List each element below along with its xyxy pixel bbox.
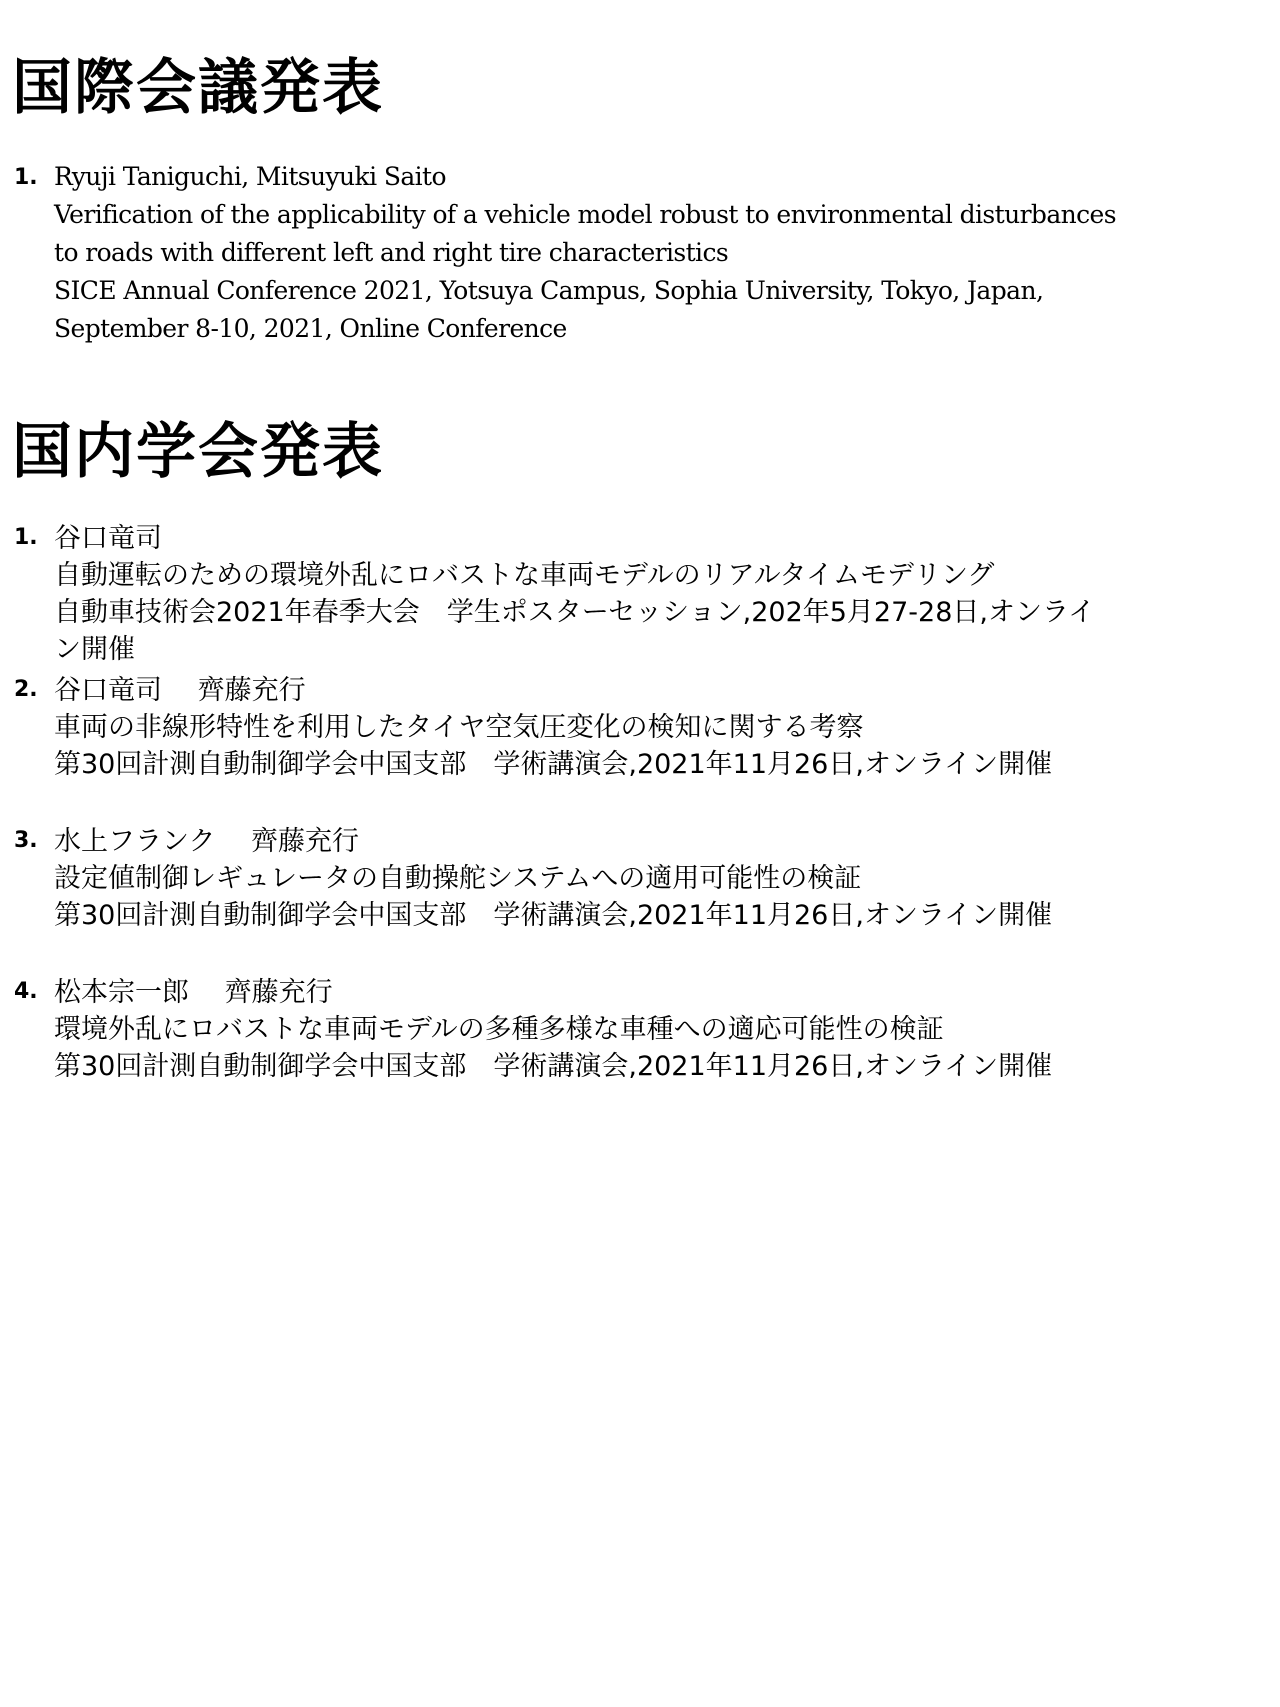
venue: SICE Annual Conference 2021, Yotsuya Campus, Sophia University, Tokyo, Japan, xyxy=(54,276,1044,305)
item-number: 1. xyxy=(14,525,38,550)
domestic-heading: 国内学会発表 xyxy=(12,417,384,487)
domestic-list xyxy=(0,520,1280,1085)
list-item xyxy=(0,823,1280,934)
authors: 谷口竜司 齊藤充行 xyxy=(54,675,306,706)
list-item xyxy=(0,158,1280,348)
paper-title: 環境外乱にロバストな車両モデルの多種多様な車種への適応可能性の検証 xyxy=(54,1014,944,1045)
item-number: 3. xyxy=(14,828,38,853)
item-number: 4. xyxy=(14,979,38,1004)
venue: 第30回計測自動制御学会中国支部 学術講演会,2021年11月26日,オンライン開催 xyxy=(54,900,1053,931)
item-number: 2. xyxy=(14,677,38,702)
venue: 自動車技術会2021年春季大会 学生ポスターセッション,202年5月27-28日,オンライ xyxy=(54,597,1096,628)
international-list xyxy=(0,158,1280,348)
authors: Ryuji Taniguchi, Mitsuyuki Saito xyxy=(54,162,446,191)
authors: 松本宗一郎 齊藤充行 xyxy=(54,977,333,1008)
list-item xyxy=(0,974,1280,1085)
paper-title: 車両の非線形特性を利用したタイヤ空気圧変化の検知に関する考察 xyxy=(54,712,864,743)
international-heading: 国際会議発表 xyxy=(12,53,384,123)
paper-title: 自動運転のための環境外乱にロバストな車両モデルのリアルタイムモデリング xyxy=(54,560,995,591)
venue-cont: ン開催 xyxy=(54,634,135,665)
list-item xyxy=(0,520,1280,668)
paper-title: Verification of the applicability of a vehicle model robust to environmental disturbances xyxy=(54,200,1116,229)
authors: 谷口竜司 xyxy=(54,523,162,554)
venue: 第30回計測自動制御学会中国支部 学術講演会,2021年11月26日,オンライン開催 xyxy=(54,1051,1053,1082)
venue: 第30回計測自動制御学会中国支部 学術講演会,2021年11月26日,オンライン開催 xyxy=(54,749,1053,780)
item-number: 1. xyxy=(14,165,38,190)
list-item xyxy=(0,672,1280,783)
authors: 水上フランク 齊藤充行 xyxy=(54,826,360,857)
venue-date: September 8-10, 2021, Online Conference xyxy=(54,314,567,343)
paper-title-cont: to roads with different left and right tire characteristics xyxy=(54,238,729,267)
paper-title: 設定値制御レギュレータの自動操舵システムへの適用可能性の検証 xyxy=(54,863,862,894)
